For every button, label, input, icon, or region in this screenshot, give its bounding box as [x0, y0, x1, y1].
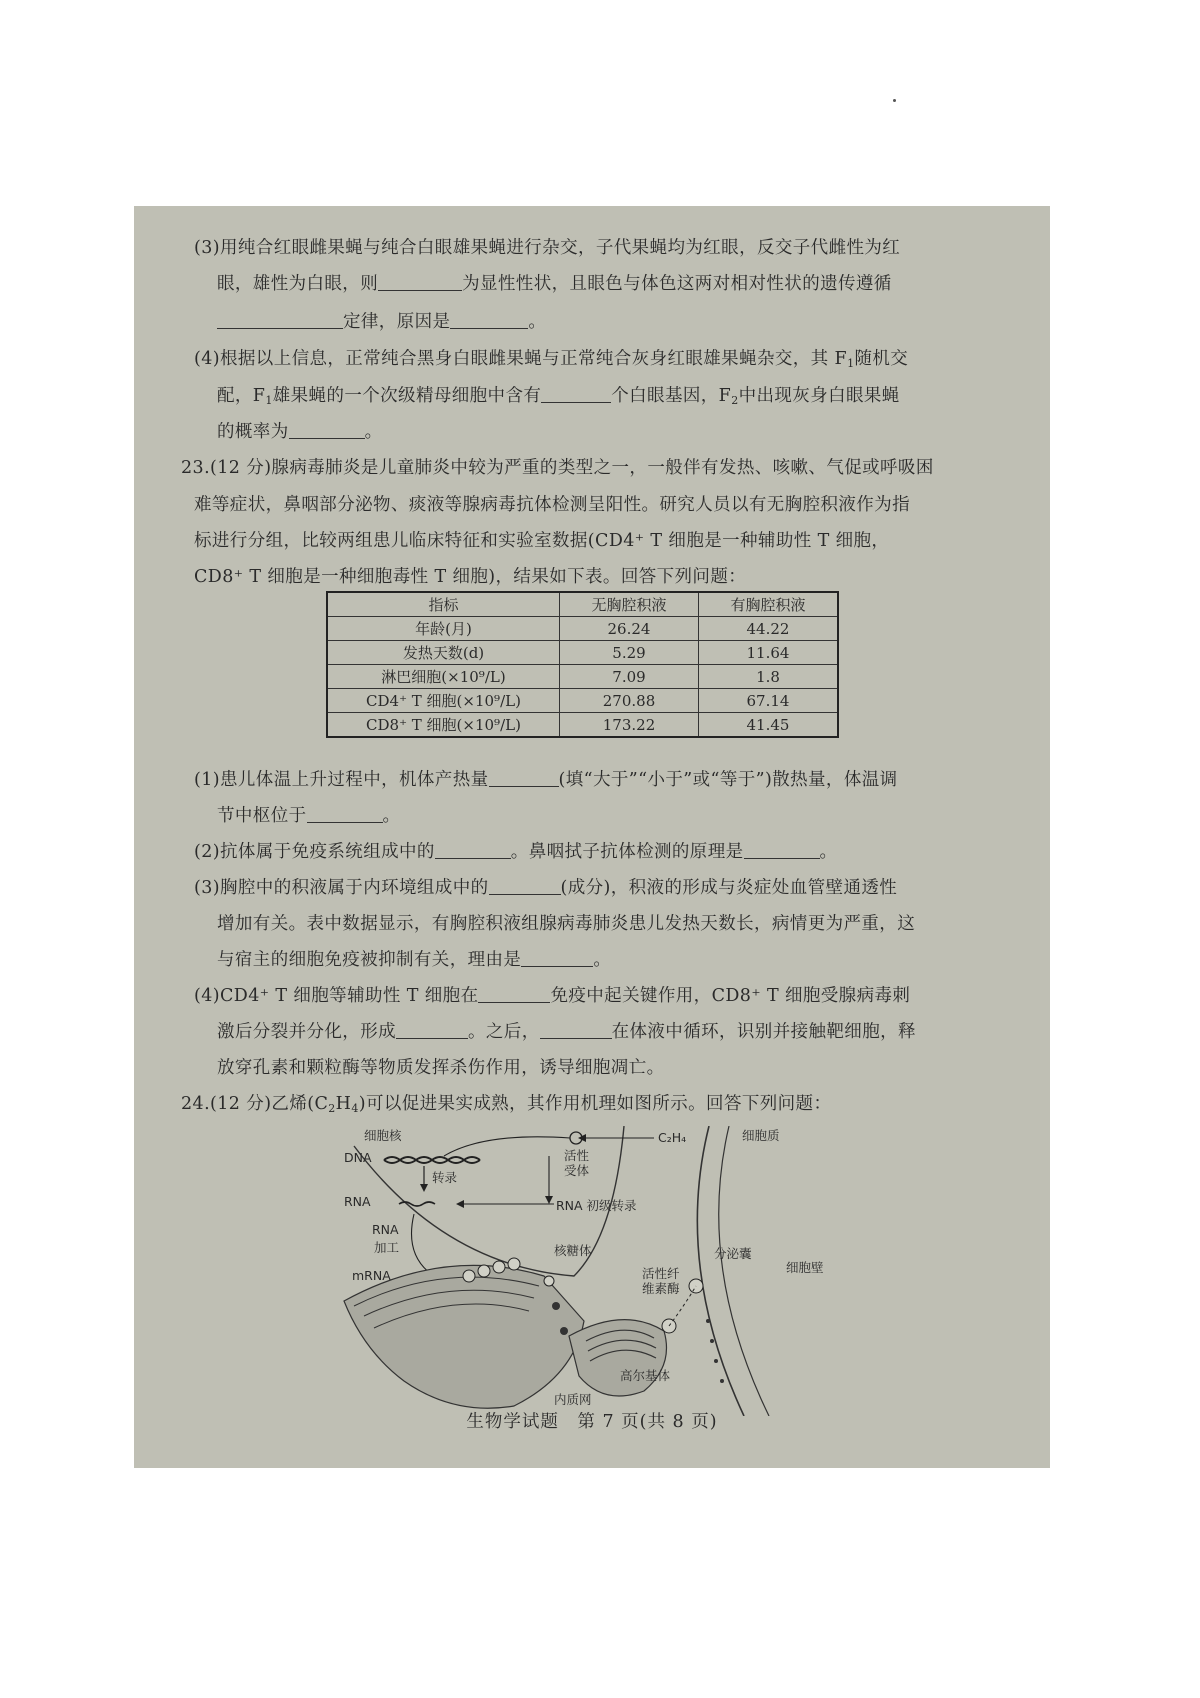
- table-cell: 41.45: [699, 713, 839, 738]
- answer-blank[interactable]: [541, 384, 611, 403]
- table-cell: 67.14: [699, 689, 839, 713]
- answer-blank[interactable]: [540, 1020, 612, 1039]
- q23-intro-line4: CD8⁺ T 细胞是一种细胞毒性 T 细胞)，结果如下表。回答下列问题：: [194, 567, 747, 587]
- answer-blank[interactable]: [289, 420, 365, 439]
- rna-strand: [399, 1202, 435, 1206]
- answer-blank[interactable]: [396, 1020, 468, 1039]
- answer-blank[interactable]: [521, 948, 593, 967]
- q24-intro: 24.(12 分)乙烯(C2H4)可以促进果实成熟，其作用机理如图所示。回答下列问题：: [181, 1094, 832, 1115]
- answer-blank[interactable]: [307, 804, 383, 823]
- table-row: [327, 617, 838, 641]
- table-cell: 270.88: [560, 689, 699, 713]
- q23-sub1-line1: (1)患儿体温上升过程中，机体产热量 (填“大于”“小于”或“等于”)散热量，体温调: [194, 770, 898, 790]
- table-cell: 年龄(月): [327, 617, 560, 641]
- label-cytoplasm: 细胞质: [742, 1128, 780, 1143]
- table-cell: 发热天数(d): [327, 641, 560, 665]
- q22-part3-line1: (3)用纯合红眼雌果蝇与纯合白眼雄果蝇进行杂交，子代果蝇均为红眼，反交子代雌性为红: [194, 238, 901, 258]
- q22-part3-line3: 定律，原因是 。: [217, 310, 546, 334]
- results-table: [326, 591, 839, 738]
- label-active-receptor: 活性: [564, 1148, 590, 1163]
- q23-intro-line1: 23.(12 分)腺病毒肺炎是儿童肺炎中较为严重的类型之一，一般伴有发热、咳嗽、气促或呼吸困: [181, 458, 934, 478]
- label-nucleus: 细胞核: [364, 1128, 402, 1143]
- answer-blank[interactable]: [489, 768, 559, 787]
- table-header-row: [327, 592, 838, 617]
- answer-blank[interactable]: [744, 840, 820, 859]
- table-row: [327, 641, 838, 665]
- label-cell-wall: 细胞壁: [786, 1260, 824, 1275]
- speck: [893, 99, 896, 102]
- q22-part4-line2: 配，F1雄果蝇的一个次级精母细胞中含有 个白眼基因，F2中出现灰身白眼果蝇: [217, 386, 900, 407]
- q23-sub2: (2)抗体属于免疫系统组成中的 。鼻咽拭子抗体检测的原理是 。: [194, 842, 838, 862]
- q23-sub4-line3: 放穿孔素和颗粒酶等物质发挥杀伤作用，诱导细胞凋亡。: [217, 1058, 665, 1078]
- label-cellulase: 维素酶: [642, 1281, 680, 1296]
- cell-membrane: [697, 1126, 744, 1416]
- q23-sub4-line2: 激后分裂并分化，形成 。之后， 在体液中循环，识别并接触靶细胞，释: [217, 1022, 916, 1042]
- table-header-cell: 无胸腔积液: [560, 592, 699, 617]
- label-dna: DNA: [344, 1150, 372, 1165]
- table-cell: 44.22: [699, 617, 839, 641]
- table-cell: 173.22: [560, 713, 699, 738]
- answer-blank[interactable]: [217, 310, 343, 329]
- ethylene-mechanism-diagram: [324, 1126, 844, 1416]
- answer-blank[interactable]: [378, 272, 462, 291]
- table-header-cell: 指标: [327, 592, 560, 617]
- label-c2h4: C₂H₄: [658, 1130, 687, 1145]
- q23-sub4-line1: (4)CD4⁺ T 细胞等辅助性 T 细胞在 免疫中起关键作用，CD8⁺ T 细胞受腺病毒刺: [194, 986, 911, 1006]
- label-golgi: 高尔基体: [620, 1368, 671, 1383]
- table-cell: 5.29: [560, 641, 699, 665]
- q22-part4-line3: 的概率为 。: [217, 422, 383, 442]
- q23-sub3-line3: 与宿主的细胞免疫被抑制有关，理由是 。: [217, 950, 612, 970]
- answer-blank[interactable]: [450, 310, 528, 329]
- label-cellulase: 活性纤: [642, 1266, 680, 1281]
- answer-blank[interactable]: [489, 876, 561, 895]
- table-cell: CD4⁺ T 细胞(×10⁹/L): [327, 689, 560, 713]
- label-secretory-vesicle: 分泌囊: [714, 1246, 752, 1261]
- q22-part3-line2: 眼，雄性为白眼，则 为显性性状，且眼色与体色这两对相对性状的遗传遵循: [217, 274, 892, 294]
- table-row: [327, 713, 838, 738]
- table-cell: 1.8: [699, 665, 839, 689]
- q23-sub3-line1: (3)胸腔中的积液属于内环境组成中的 (成分)，积液的形成与炎症处血管壁通透性: [194, 878, 898, 898]
- label-ribosome: 核糖体: [554, 1243, 592, 1258]
- table-cell: CD8⁺ T 细胞(×10⁹/L): [327, 713, 560, 738]
- label-rna: RNA: [344, 1194, 371, 1209]
- table-cell: 7.09: [560, 665, 699, 689]
- label-rna-primary-transcript: RNA 初级转录: [556, 1198, 637, 1213]
- label-mrna: mRNA: [352, 1268, 391, 1283]
- table-header-cell: 有胸腔积液: [699, 592, 839, 617]
- table-row: [327, 665, 838, 689]
- table-cell: 11.64: [699, 641, 839, 665]
- table-row: [327, 689, 838, 713]
- q23-intro-line2: 难等症状，鼻咽部分泌物、痰液等腺病毒抗体检测呈阳性。研究人员以有无胸腔积液作为指: [194, 495, 910, 515]
- answer-blank[interactable]: [478, 984, 550, 1003]
- label-active-receptor: 受体: [564, 1163, 590, 1178]
- table-cell: 26.24: [560, 617, 699, 641]
- label-rna-processing: RNA: [372, 1222, 399, 1237]
- q23-sub1-line2: 节中枢位于 。: [217, 806, 401, 826]
- q23-intro-line3: 标进行分组，比较两组患儿临床特征和实验室数据(CD4⁺ T 细胞是一种辅助性 T 细胞，: [194, 531, 890, 551]
- q23-sub3-line2: 增加有关。表中数据显示，有胸腔积液组腺病毒肺炎患儿发热天数长，病情更为严重，这: [217, 914, 916, 934]
- table-cell: 淋巴细胞(×10⁹/L): [327, 665, 560, 689]
- label-er: 内质网: [554, 1392, 592, 1407]
- answer-blank[interactable]: [435, 840, 511, 859]
- endoplasmic-reticulum: [344, 1265, 584, 1408]
- page-footer: 生物学试题 第 7 页(共 8 页): [466, 1412, 718, 1432]
- q22-part4-line1: (4)根据以上信息，正常纯合黑身白眼雌果蝇与正常纯合灰身红眼雄果蝇杂交，其 F1随机交: [194, 349, 909, 370]
- exam-page: [134, 206, 1050, 1468]
- label-rna-processing: 加工: [374, 1240, 400, 1255]
- label-transcription: 转录: [432, 1170, 458, 1185]
